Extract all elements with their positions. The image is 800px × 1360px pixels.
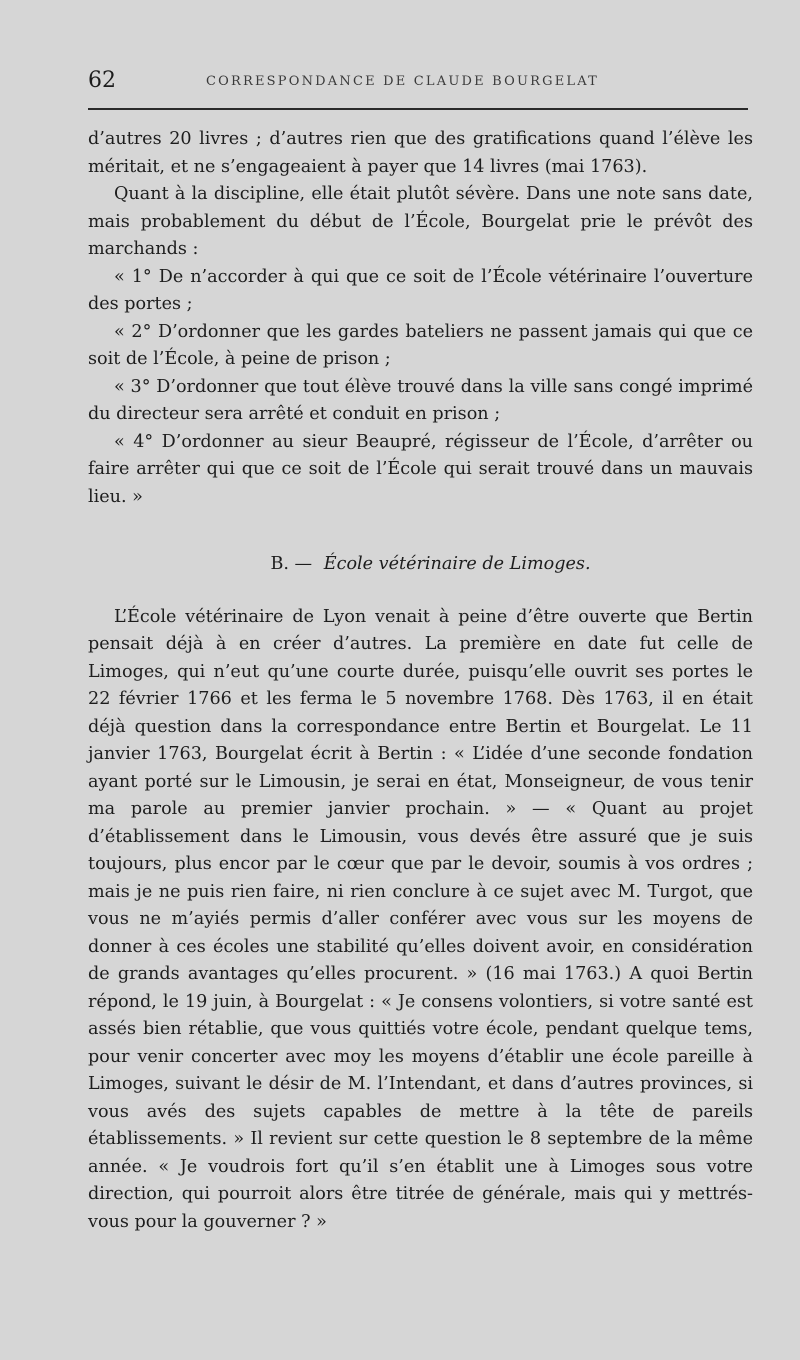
paragraph: L’École vétérinaire de Lyon venait à peine d’être ouverte que Bertin pensait déjà à en créer d’autres. La première en date fut celle de Limoges, qui n’eut qu’une courte durée, puisqu’elle ouvrit ses portes le 22 février 1766 et les ferma le 5 novembre 1768. Dès 1763, il en était déjà question dans la correspondance entre Bertin et Bourgelat. Le 11 janvier 1763, Bourgelat écrit à Bertin : « L’idée d’une seconde fondation ayant porté sur le Limousin, je serai en état, Monseigneur, de vous tenir ma parole au premier janvier prochain. » — « Quant au projet d’établissement dans le Limousin, vous devés être assuré que je suis toujours, plus encor par le cœur que par le devoir, soumis à vos ordres ; mais je ne puis rien faire, ni rien conclure à ce sujet avec M. Turgot, que vous ne m’ayiés permis d’aller conférer avec vous sur les moyens de donner à ces écoles une stabilité qu’elles doivent avoir, en considération de grands avantages qu’elles procurent. » (16 mai 1763.) A quoi Bertin répond, le 19 juin, à Bourgelat : « Je consens volontiers, si votre santé est assés bien rétablie, que vous quittiés votre école, pendant quelque tems, pour venir concerter avec moy les moyens d’établir une école pareille à Limoges, suivant le désir de M. l’Intendant, et dans d’autres provinces, si vous avés des sujets capables de mettre à la tête de pareils établissements. » Il revient sur cette question le 8 septembre de la même année. « Je voudrois fort qu’il s’en établit une à Limoges sous votre direction, qui pourroit alors être titrée de générale, mais qui y mettrés-vous pour la gouverner ? » [88, 606, 753, 1232]
section-body [88, 604, 753, 1237]
running-title: CORRESPONDANCE DE CLAUDE BOURGELAT [206, 74, 599, 89]
paragraph: « 1° De n’accorder à qui que ce soit de l’École vétérinaire l’ouverture des portes ; [88, 266, 753, 314]
header-rule [88, 108, 748, 110]
page-body [88, 126, 753, 1236]
section-label: B. — [270, 554, 313, 574]
paragraph: d’autres 20 livres ; d’autres rien que des gratifications quand l’élève les méritait, et ne s’engageaient à payer que 14 livres (mai 1763). [88, 129, 753, 177]
paragraph: « 3° D’ordonner que tout élève trouvé dans la ville sans congé imprimé du directeur sera arrêté et conduit en prison ; [88, 376, 753, 424]
page-header [88, 68, 748, 98]
section-title: École vétérinaire de Limoges. [323, 554, 591, 574]
section-heading [88, 551, 753, 579]
paragraph: « 2° D’ordonner que les gardes bateliers ne passent jamais qui que ce soit de l’École, à peine de prison ; [88, 321, 753, 369]
paragraph: Quant à la discipline, elle était plutôt sévère. Dans une note sans date, mais probablement du début de l’École, Bourgelat prie le prévôt des marchands : [88, 184, 753, 259]
paragraph: « 4° D’ordonner au sieur Beaupré, régisseur de l’École, d’arrêter ou faire arrêter qui que ce soit de l’École qui serait trouvé dans un mauvais lieu. » [88, 431, 753, 507]
page-number: 62 [88, 68, 116, 93]
